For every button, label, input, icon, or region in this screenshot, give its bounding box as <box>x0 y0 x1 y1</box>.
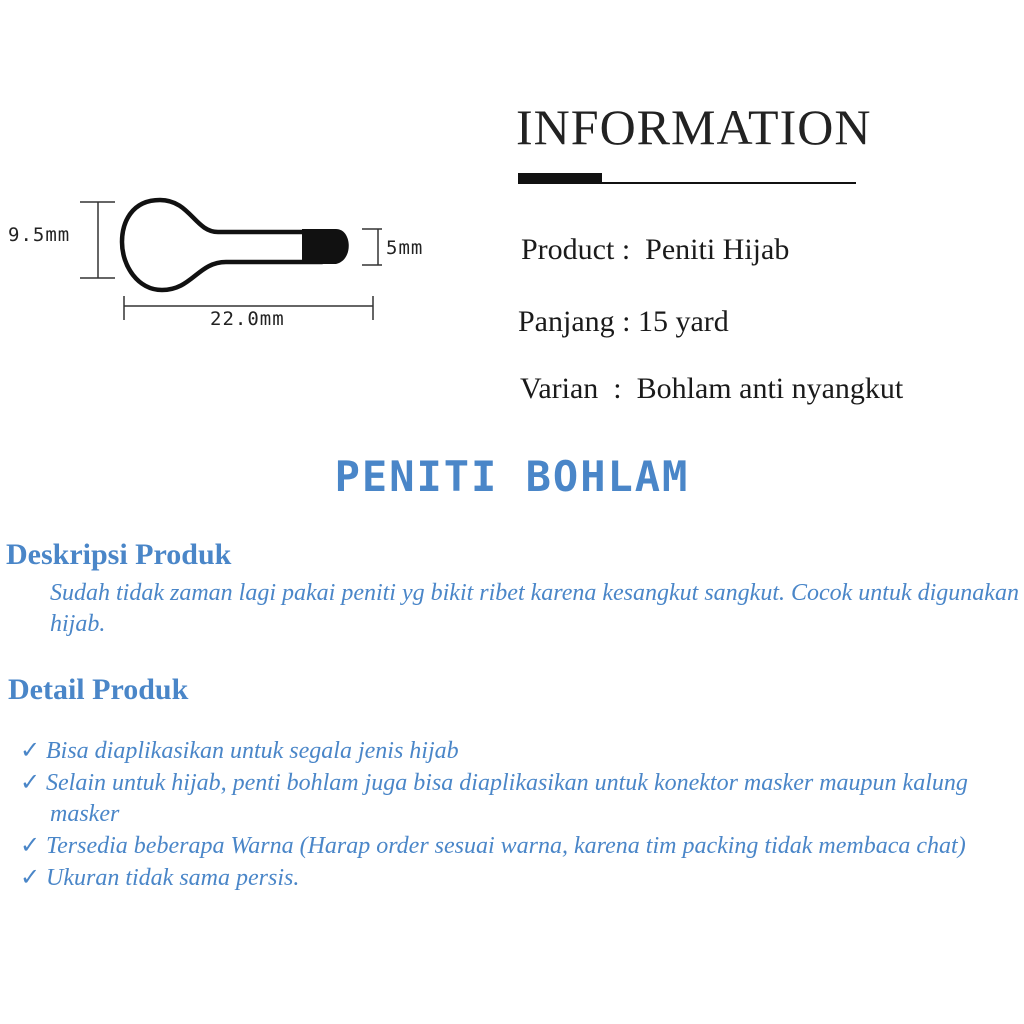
length-dimension-label: 22.0mm <box>210 308 285 330</box>
details-heading: Detail Produk <box>8 673 189 706</box>
description-text: Sudah tidak zaman lagi pakai peniti yg bikit ribet karena kesangkut sangkut. Cocok untuk digunakan hijab. <box>50 580 1019 637</box>
list-item-text: Selain untuk hijab, penti bohlam juga bisa diaplikasikan untuk konektor masker maupun kalung masker <box>46 770 968 827</box>
information-title: INFORMATION <box>516 99 872 155</box>
product-banner: PENITI BOHLAM <box>334 452 690 501</box>
title-underline-accent <box>518 173 602 184</box>
list-item-text: Ukuran tidak sama persis. <box>46 865 300 891</box>
list-item <box>20 767 1010 830</box>
info-row-product: Product : Peniti Hijab <box>521 233 790 266</box>
check-icon: ✓ <box>20 768 41 796</box>
height-dimension-label: 9.5mm <box>8 224 71 246</box>
list-item-text: Bisa diaplikasikan untuk segala jenis hijab <box>46 738 459 764</box>
info-row-variant: Varian : Bohlam anti nyangkut <box>520 372 904 405</box>
check-icon: ✓ <box>20 831 41 859</box>
list-item-text: Tersedia beberapa Warna (Harap order sesuai warna, karena tim packing tidak membaca chat) <box>46 833 966 859</box>
details-list <box>20 735 1010 894</box>
list-item <box>20 862 1010 894</box>
pin-figure <box>0 160 470 340</box>
list-item <box>20 735 1010 767</box>
check-icon: ✓ <box>20 736 41 764</box>
check-icon: ✓ <box>20 863 41 891</box>
list-item <box>20 830 1010 862</box>
title-underline <box>600 182 856 184</box>
description-heading: Deskripsi Produk <box>6 538 232 571</box>
head-dimension-label: 5mm <box>386 237 424 259</box>
info-row-length: Panjang : 15 yard <box>518 305 729 338</box>
